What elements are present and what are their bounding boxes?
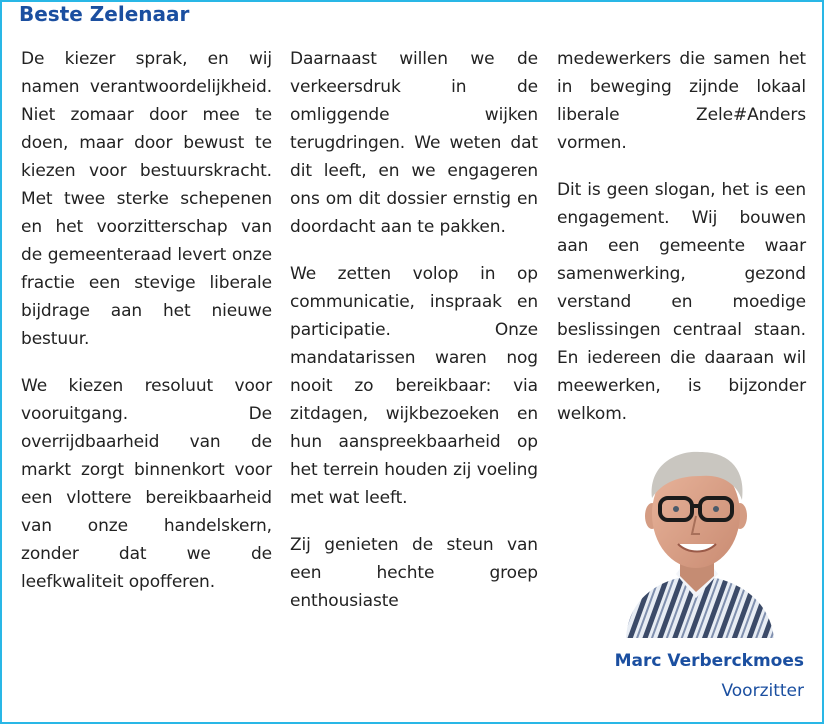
text-column-3	[557, 45, 806, 447]
paragraph: Zij genieten de steun van een hechte groep enthousiaste	[290, 535, 538, 611]
signature-name: Marc Verberckmoes	[614, 651, 804, 671]
text-column-2	[290, 45, 538, 634]
paragraph: medewerkers die samen het in beweging zijnde lokaal liberale Zele#Anders vormen.	[557, 49, 806, 153]
paragraph: De kiezer sprak, en wij namen verantwoordelijkheid. Niet zomaar door mee te doen, maar door bewust te kiezen voor bestuurskracht. Met twee sterke schepenen en het voorzitterschap van de gemeenteraad levert onze fractie een stevige liberale bijdrage aan het nieuwe bestuur.	[21, 49, 272, 349]
text-column-1	[21, 45, 272, 615]
letter-heading: Beste Zelenaar	[19, 2, 190, 26]
chairman-portrait-photo	[608, 446, 786, 638]
paragraph: Daarnaast willen we de verkeersdruk in de omliggende wijken terugdringen. We weten dat dit leeft, en we engageren ons om dit dossier ernstig en doordacht aan te pakken.	[290, 49, 538, 237]
paragraph: We kiezen resoluut voor vooruitgang. De overrijdbaarheid van de markt zorgt binnenkort voor een vlottere bereikbaarheid van onze handelskern, zonder dat we de leefkwaliteit opofferen.	[21, 376, 272, 592]
paragraph: We zetten volop in op communicatie, inspraak en participatie. Onze mandatarissen waren nog nooit zo bereikbaar: via zitdagen, wijkbezoeken en hun aanspreekbaarheid op het terrein houden zij voeling met wat leeft.	[290, 264, 538, 508]
paragraph: Dit is geen slogan, het is een engagement. Wij bouwen aan een gemeente waar samenwerking, gezond verstand en moedige beslissingen centraal staan. En iedereen die daaraan wil meewerken, is bijzonder welkom.	[557, 180, 806, 424]
signature-role: Voorzitter	[721, 681, 804, 701]
